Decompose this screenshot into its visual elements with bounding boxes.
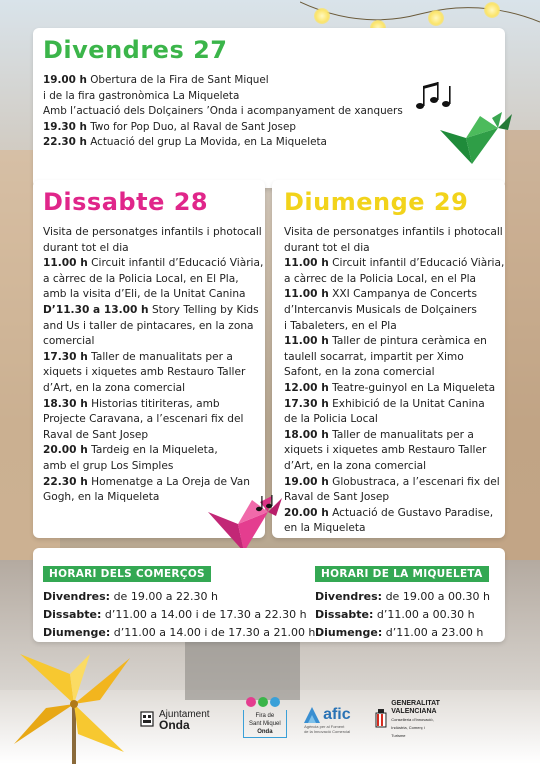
saturday-title: Dissabte 28 [43, 188, 209, 216]
schedule-line [43, 303, 263, 319]
hours-range: d’11.00 a 14.00 i de 17.30 a 21.00 h [110, 626, 316, 639]
afic-logo [304, 706, 367, 734]
pinwheel-icon [0, 634, 150, 764]
hours-row [315, 588, 490, 606]
schedule-line [284, 443, 504, 459]
background-column [185, 640, 300, 700]
schedule-line [284, 459, 504, 475]
schedule-text: Safont, en la zona comercial [284, 366, 435, 379]
afic-sub2: de la Innovació Comercial [304, 729, 351, 734]
schedule-time: 11.00 h [284, 288, 329, 301]
schedule-text: Historias titiriteras, amb [87, 397, 220, 410]
schedule-time: D’11.30 a 13.00 h [43, 303, 149, 316]
music-notes-small-icon [254, 494, 276, 514]
schedule-text: Globustraca, a l’escenari fix del [328, 475, 500, 488]
schedule-line [284, 412, 504, 428]
schedule-text: Story Telling by Kids [148, 303, 259, 316]
generalitat-valenciana-logo [375, 700, 440, 740]
schedule-line [284, 475, 504, 491]
schedule-text: Taller de manualitats per a [328, 428, 474, 441]
schedule-text: comercial [43, 335, 95, 348]
schedule-line [43, 443, 263, 459]
miqueleta-hours-title: HORARI DE LA MIQUELETA [315, 566, 489, 582]
gva-line2: VALENCIANA [391, 708, 437, 715]
schedule-text: Teatre-guinyol en La Miqueleta [328, 381, 496, 394]
schedule-line [284, 521, 504, 537]
schedule-text: Visita de personatges infantils i photocall [43, 226, 262, 238]
schedule-text: d’Art, en la zona comercial [284, 459, 427, 472]
gva-crest-icon [375, 709, 387, 731]
schedule-line [43, 104, 403, 120]
hours-range: d’11.00 a 00.30 h [373, 608, 475, 621]
fira-sant-miquel-logo [239, 702, 302, 738]
friday-title: Divendres 27 [43, 36, 228, 64]
sunday-card [272, 180, 505, 538]
schedule-line [284, 381, 504, 397]
ajuntament-line1: Ajuntament [159, 709, 210, 720]
schedule-line [43, 287, 263, 303]
schedule-time: 19.00 h [284, 475, 329, 488]
schedule-text: XXI Campanya de Concerts [328, 288, 477, 301]
schedule-line [43, 319, 263, 335]
hours-range: d’11.00 a 14.00 i de 17.30 a 22.30 h [101, 608, 307, 621]
schedule-time: 22.30 h [43, 136, 87, 149]
schedule-line [43, 350, 263, 366]
schedule-line [284, 319, 504, 335]
miqueleta-hours-section [315, 562, 490, 642]
schedule-time: 19.00 h [43, 74, 87, 86]
schedule-text: i Tabaleters, en el Pla [284, 319, 397, 332]
schedule-text: amb la visita d’Eli, de la Unitat Canina [43, 288, 246, 301]
ajuntament-line2: Onda [159, 718, 190, 732]
schedule-time: 11.00 h [284, 257, 329, 270]
hours-range: de 19.00 a 22.30 h [110, 590, 219, 603]
schedule-line [284, 256, 504, 272]
hours-range: de 19.00 a 00.30 h [382, 590, 491, 603]
schedule-time: 17.30 h [43, 350, 88, 363]
schedule-text: Gogh, en la Miqueleta [43, 491, 160, 504]
schedule-line [284, 397, 504, 413]
schedule-text: i de la fira gastronòmica La Miqueleta [43, 89, 240, 102]
gva-sub2: Indústria, Comerç i Turisme [391, 725, 425, 738]
schedule-time: 20.00 h [284, 506, 329, 519]
hours-row [43, 606, 315, 624]
schedule-line [43, 73, 403, 89]
saturday-schedule [43, 225, 263, 506]
schedule-line [284, 303, 504, 319]
schedule-text: Homenatge a La Oreja de Van [87, 475, 251, 488]
schedule-text: d’Art, en la zona comercial [43, 381, 186, 394]
schedule-text: Raval de Sant Josep [43, 428, 149, 441]
schedule-text: taulell socarrat, impartit per Ximo [284, 350, 464, 363]
schedule-line [284, 490, 504, 506]
schedule-text: Actuació de Gustavo Paradise, [328, 506, 494, 519]
schedule-line [284, 506, 504, 522]
schedule-text: Projecte Caravana, a l’escenari fix del [43, 413, 244, 426]
schedule-line [43, 459, 263, 475]
fira-line2: Sant Miquel [249, 721, 281, 727]
sponsor-logos [140, 700, 440, 740]
schedule-text: Obertura de la Fira de Sant Miquel [86, 74, 269, 86]
ajuntament-onda-logo [140, 709, 227, 731]
shops-hours-title: HORARI DELS COMERÇOS [43, 566, 211, 582]
schedule-line [43, 365, 263, 381]
schedule-line [43, 225, 263, 241]
schedule-line [284, 225, 504, 241]
schedule-text: xiquets i xiquetes amb Restauro Taller [43, 366, 246, 379]
hours-day: Dissabte: [315, 608, 374, 621]
schedule-line [284, 241, 504, 257]
hours-day: Diumenge: [315, 626, 383, 639]
schedule-text: Circuit infantil d’Educació Viària, [328, 257, 505, 270]
schedule-line [284, 287, 504, 303]
sunday-title: Diumenge 29 [284, 188, 469, 216]
schedule-text: Taller de manualitats per a [87, 350, 233, 363]
origami-bird-green-icon [436, 108, 516, 168]
schedule-time: 11.00 h [43, 257, 88, 270]
schedule-text: d’Intercanvis Musicals de Dolçainers [284, 303, 477, 316]
schedule-line [43, 120, 403, 136]
hours-range: d’11.00 a 23.00 h [382, 626, 484, 639]
afic-mark-icon [304, 707, 320, 723]
schedule-text: Visita de personatges infantils i photocall [284, 226, 503, 238]
gva-line1: GENERALITAT [391, 700, 440, 707]
hours-day: Dissabte: [43, 608, 102, 621]
schedule-line [43, 397, 263, 413]
schedule-line [284, 272, 504, 288]
schedule-line [284, 334, 504, 350]
hours-day: Diumenge: [43, 626, 111, 639]
schedule-line [43, 412, 263, 428]
schedule-line [43, 381, 263, 397]
hours-row [315, 606, 490, 624]
schedule-line [284, 350, 504, 366]
schedule-text: Exhibició de la Unitat Canina [328, 397, 485, 410]
hours-day: Divendres: [43, 590, 111, 603]
schedule-text: Raval de Sant Josep [284, 491, 390, 504]
hours-row [43, 588, 315, 606]
schedule-text: durant tot el dia [43, 241, 129, 254]
schedule-text: Taller de pintura ceràmica en [328, 335, 487, 348]
fira-line3: Onda [257, 729, 273, 735]
schedule-text: Amb l’actuació dels Dolçainers ’Onda i acompanyament de xanquers [43, 105, 403, 118]
fira-line1: Fira de [255, 713, 275, 719]
schedule-line [43, 475, 263, 491]
schedule-text: de la Policia Local [284, 413, 378, 426]
schedule-time: 11.00 h [284, 335, 329, 348]
schedule-time: 22.30 h [43, 475, 88, 488]
schedule-line [43, 241, 263, 257]
schedule-text: xiquets i xiquetes amb Restauro Taller [284, 444, 487, 457]
hours-row [315, 624, 490, 642]
schedule-time: 18.30 h [43, 397, 88, 410]
schedule-line [43, 135, 403, 151]
onda-shield-icon [140, 710, 154, 730]
opening-hours-card [33, 548, 505, 642]
schedule-line [43, 256, 263, 272]
friday-schedule [43, 73, 403, 151]
schedule-line [284, 365, 504, 381]
hours-day: Divendres: [315, 590, 383, 603]
afic-sub1: Agència per al Foment [304, 724, 345, 729]
schedule-time: 12.00 h [284, 381, 329, 394]
schedule-line [43, 272, 263, 288]
afic-name: afic [323, 706, 351, 723]
schedule-text: Circuit infantil d’Educació Viària, [87, 257, 264, 270]
schedule-text: en la Miqueleta [284, 522, 366, 535]
schedule-line [43, 89, 403, 105]
schedule-time: 18.00 h [284, 428, 329, 441]
schedule-text: Actuació del grup La Movida, en La Miqueleta [86, 136, 327, 149]
shops-hours-section [43, 562, 315, 642]
schedule-text: and Us i taller de pintacares, en la zona [43, 319, 254, 332]
schedule-text: a càrrec de la Policia Local, en El Pla, [43, 272, 239, 285]
schedule-time: 17.30 h [284, 397, 329, 410]
schedule-time: 20.00 h [43, 444, 88, 457]
sunday-schedule [284, 225, 504, 537]
fira-logo-shapes-icon [245, 696, 285, 708]
schedule-line [284, 428, 504, 444]
schedule-text: amb el grup Los Simples [43, 459, 174, 472]
schedule-text: durant tot el dia [284, 241, 370, 254]
schedule-text: Tardeig en la Miqueleta, [87, 444, 218, 457]
saturday-card [33, 180, 265, 538]
schedule-line [43, 428, 263, 444]
gva-sub1: Conselleria d’Innovació, [391, 717, 434, 722]
schedule-text: a càrrec de la Policia Local, en el Pla [284, 272, 477, 285]
schedule-line [43, 334, 263, 350]
schedule-time: 19.30 h [43, 120, 87, 133]
schedule-text: Two for Pop Duo, al Raval de Sant Josep [86, 120, 296, 133]
